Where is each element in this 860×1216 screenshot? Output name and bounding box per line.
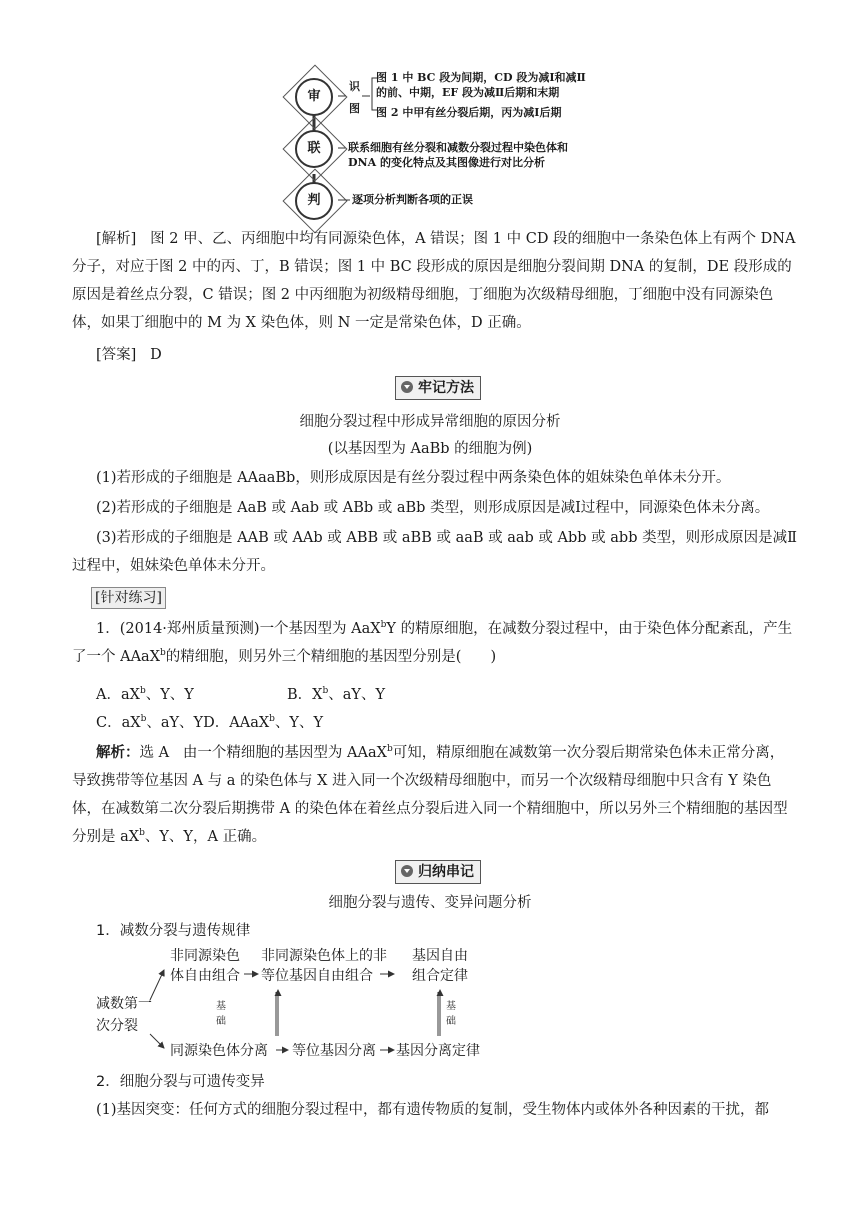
flow-text-1a: 图 1 中 BC 段为间期，CD 段为减Ⅰ和减Ⅱ — [376, 71, 586, 84]
question-number: 1． — [96, 621, 120, 637]
diagram-left-2: 次分裂 — [96, 1018, 138, 1034]
option-d-text: D．AAaX — [203, 715, 270, 731]
diagram-top1a: 非同源染色 — [170, 948, 240, 964]
flow-text-3: 逐项分析判断各项的正误 — [352, 193, 473, 206]
option-a-sup: b — [139, 686, 146, 697]
solution-1 — [72, 739, 798, 851]
option-c-rest: 、aY、Y — [146, 715, 204, 731]
analysis-label: [解析] — [96, 231, 137, 247]
section1-item-2: (2)若形成的子细胞是 AaB 或 Aab 或 ABb 或 aBb 类型，则形成原因是减Ⅰ过程中，同源染色体未分离。 — [96, 500, 770, 516]
option-a — [96, 681, 296, 709]
diagram-top3a: 基因自由 — [412, 948, 468, 964]
flow-text-1b: 的前、中期，EF 段为减Ⅱ后期和末期 — [376, 86, 560, 99]
answer-line — [72, 341, 798, 369]
badge-label: 归纳串记 — [418, 864, 474, 880]
diagram-base-a-2: 基 — [446, 1001, 456, 1012]
flow-node-lian: 联 — [295, 130, 333, 168]
section1-title: 细胞分裂过程中形成异常细胞的原因分析 — [299, 414, 561, 430]
flow-text-2a: 联系细胞有丝分裂和减数分裂过程中染色体和 — [348, 141, 568, 154]
flow-text-2b: DNA 的变化特点及其图像进行对比分析 — [348, 156, 545, 169]
solution-sup-2: b — [139, 828, 145, 839]
diagram-base-b-2: 础 — [446, 1016, 456, 1027]
solution-text-3: 、Y、Y，A 正确。 — [144, 829, 267, 845]
solution-label: 解析： — [96, 744, 140, 761]
diagram-top3b: 组合定律 — [412, 968, 468, 984]
section-badge-method — [395, 376, 481, 400]
section2-heading-2: 2．细胞分裂与可遗传变异 — [96, 1074, 265, 1090]
badge-arrow-icon — [401, 381, 413, 393]
question-sup-1: b — [380, 620, 387, 631]
diagram-bottom1: 同源染色体分离 — [170, 1043, 268, 1059]
question-1 — [72, 615, 798, 671]
flow-node-pan: 判 — [295, 182, 333, 220]
question-sup-2: b — [160, 648, 166, 659]
shi-label: 识 — [349, 80, 360, 93]
section2-title: 细胞分裂与遗传、变异问题分析 — [328, 895, 532, 911]
option-b-text: B．X — [287, 687, 323, 703]
option-a-text: A．aX — [96, 687, 140, 703]
diagram-bottom2: 等位基因分离 — [292, 1043, 376, 1059]
diagram-top2a: 非同源染色体上的非 — [261, 948, 387, 964]
option-cd-line — [96, 709, 496, 737]
analysis-paragraph — [72, 225, 798, 337]
option-d — [203, 715, 323, 731]
diagram-base-b-1: 础 — [216, 1016, 226, 1027]
diagram-left-1: 减数第一 — [96, 996, 152, 1012]
flow-node-shen: 审 — [295, 78, 333, 116]
practice-label: [针对练习] — [91, 587, 166, 609]
solution-choice: 选 A — [139, 745, 170, 761]
diagram-top2b: 等位基因自由组合 — [261, 968, 373, 984]
section1-item-3: (3)若形成的子细胞是 AAB 或 AAb 或 ABB 或 aBB 或 aaB 或 aab 或 Abb 或 abb 类型，则形成原因是减Ⅱ过程中，姐妹染色单体未分开。 — [72, 530, 797, 574]
question-text-1: 一个基因型为 AaX — [259, 621, 381, 637]
question-text-3: 的精细胞，则另外三个精细胞的基因型分别是( ) — [165, 649, 497, 665]
flow-text-1c: 图 2 中甲有丝分裂后期，丙为减Ⅰ后期 — [376, 106, 562, 119]
solution-sup-1: b — [386, 744, 393, 755]
option-d-sup: b — [269, 714, 275, 725]
badge-arrow-icon — [401, 865, 413, 877]
diagram-base-a-1: 基 — [216, 1001, 226, 1012]
option-b-sup: b — [322, 686, 329, 697]
tu-label: 图 — [349, 102, 360, 115]
section2-heading-1: 1．减数分裂与遗传规律 — [96, 923, 251, 939]
section1-subtitle: (以基因型为 AaBb 的细胞为例) — [327, 441, 533, 457]
option-b — [287, 681, 487, 709]
badge-label: 牢记方法 — [418, 380, 474, 396]
analysis-text: 图 2 甲、乙、丙细胞中均有同源染色体，A 错误；图 1 中 CD 段的细胞中一条染色体上有两个 DNA 分子，对应于图 2 中的丙、丁，B 错误；图 1 中 BC 段形成的原因是细胞分裂间期 DNA 的复制，DE 段形成的原因是着丝点分裂，C 错误；图 2 中丙细胞为初级精母细胞，丁细胞为次级精母细胞，丁细胞中没有同源染色体，如果丁细胞中的 M 为 X 染色体，则 N 一定是常染色体，D 正确。 — [72, 231, 796, 331]
section2-paragraph-1: (1)基因突变：任何方式的细胞分裂过程中，都有遗传物质的复制，受生物体内或体外各种因素的干扰，都 — [96, 1102, 770, 1118]
answer-label: [答案] — [96, 347, 137, 363]
option-c-sup: b — [140, 714, 147, 725]
diagram-bottom3: 基因分离定律 — [396, 1043, 480, 1059]
question-text-2: Y 的精原细胞，在减数分裂过程中，由于染色体分配紊乱，产生了一个 AAaX — [72, 621, 793, 665]
section1-item-1: (1)若形成的子细胞是 AAaaBb，则形成原因是有丝分裂过程中两条染色体的姐妹染色单体未分开。 — [96, 470, 731, 486]
answer-value: D — [150, 347, 162, 363]
option-c-text: C．aX — [96, 715, 141, 731]
section-badge-summary — [395, 860, 481, 884]
option-c — [96, 715, 203, 731]
solution-text-2: 可知，精原细胞在减数第一次分裂后期常染色体未正常分离，导致携带等位基因 A 与 a 的染色体与 X 进入同一个次级精母细胞中，而另一个次级精母细胞中只含有 Y 染色体，在减数第二次分裂后期携带 A 的染色体在着丝点分裂后进入同一个精细胞中，所以另外三个精细胞的基因型分别是 aX — [72, 745, 788, 845]
option-b-rest: 、aY、Y — [328, 687, 386, 703]
flow-dash-3 — [338, 196, 354, 206]
option-d-rest: 、Y、Y — [274, 715, 324, 731]
diagram-top1b: 体自由组合 — [170, 968, 240, 984]
option-a-rest: 、Y、Y — [145, 687, 194, 703]
solution-text-1: 由一个精细胞的基因型为 AAaX — [182, 745, 387, 761]
question-source: (2014·郑州质量预测) — [119, 621, 260, 637]
